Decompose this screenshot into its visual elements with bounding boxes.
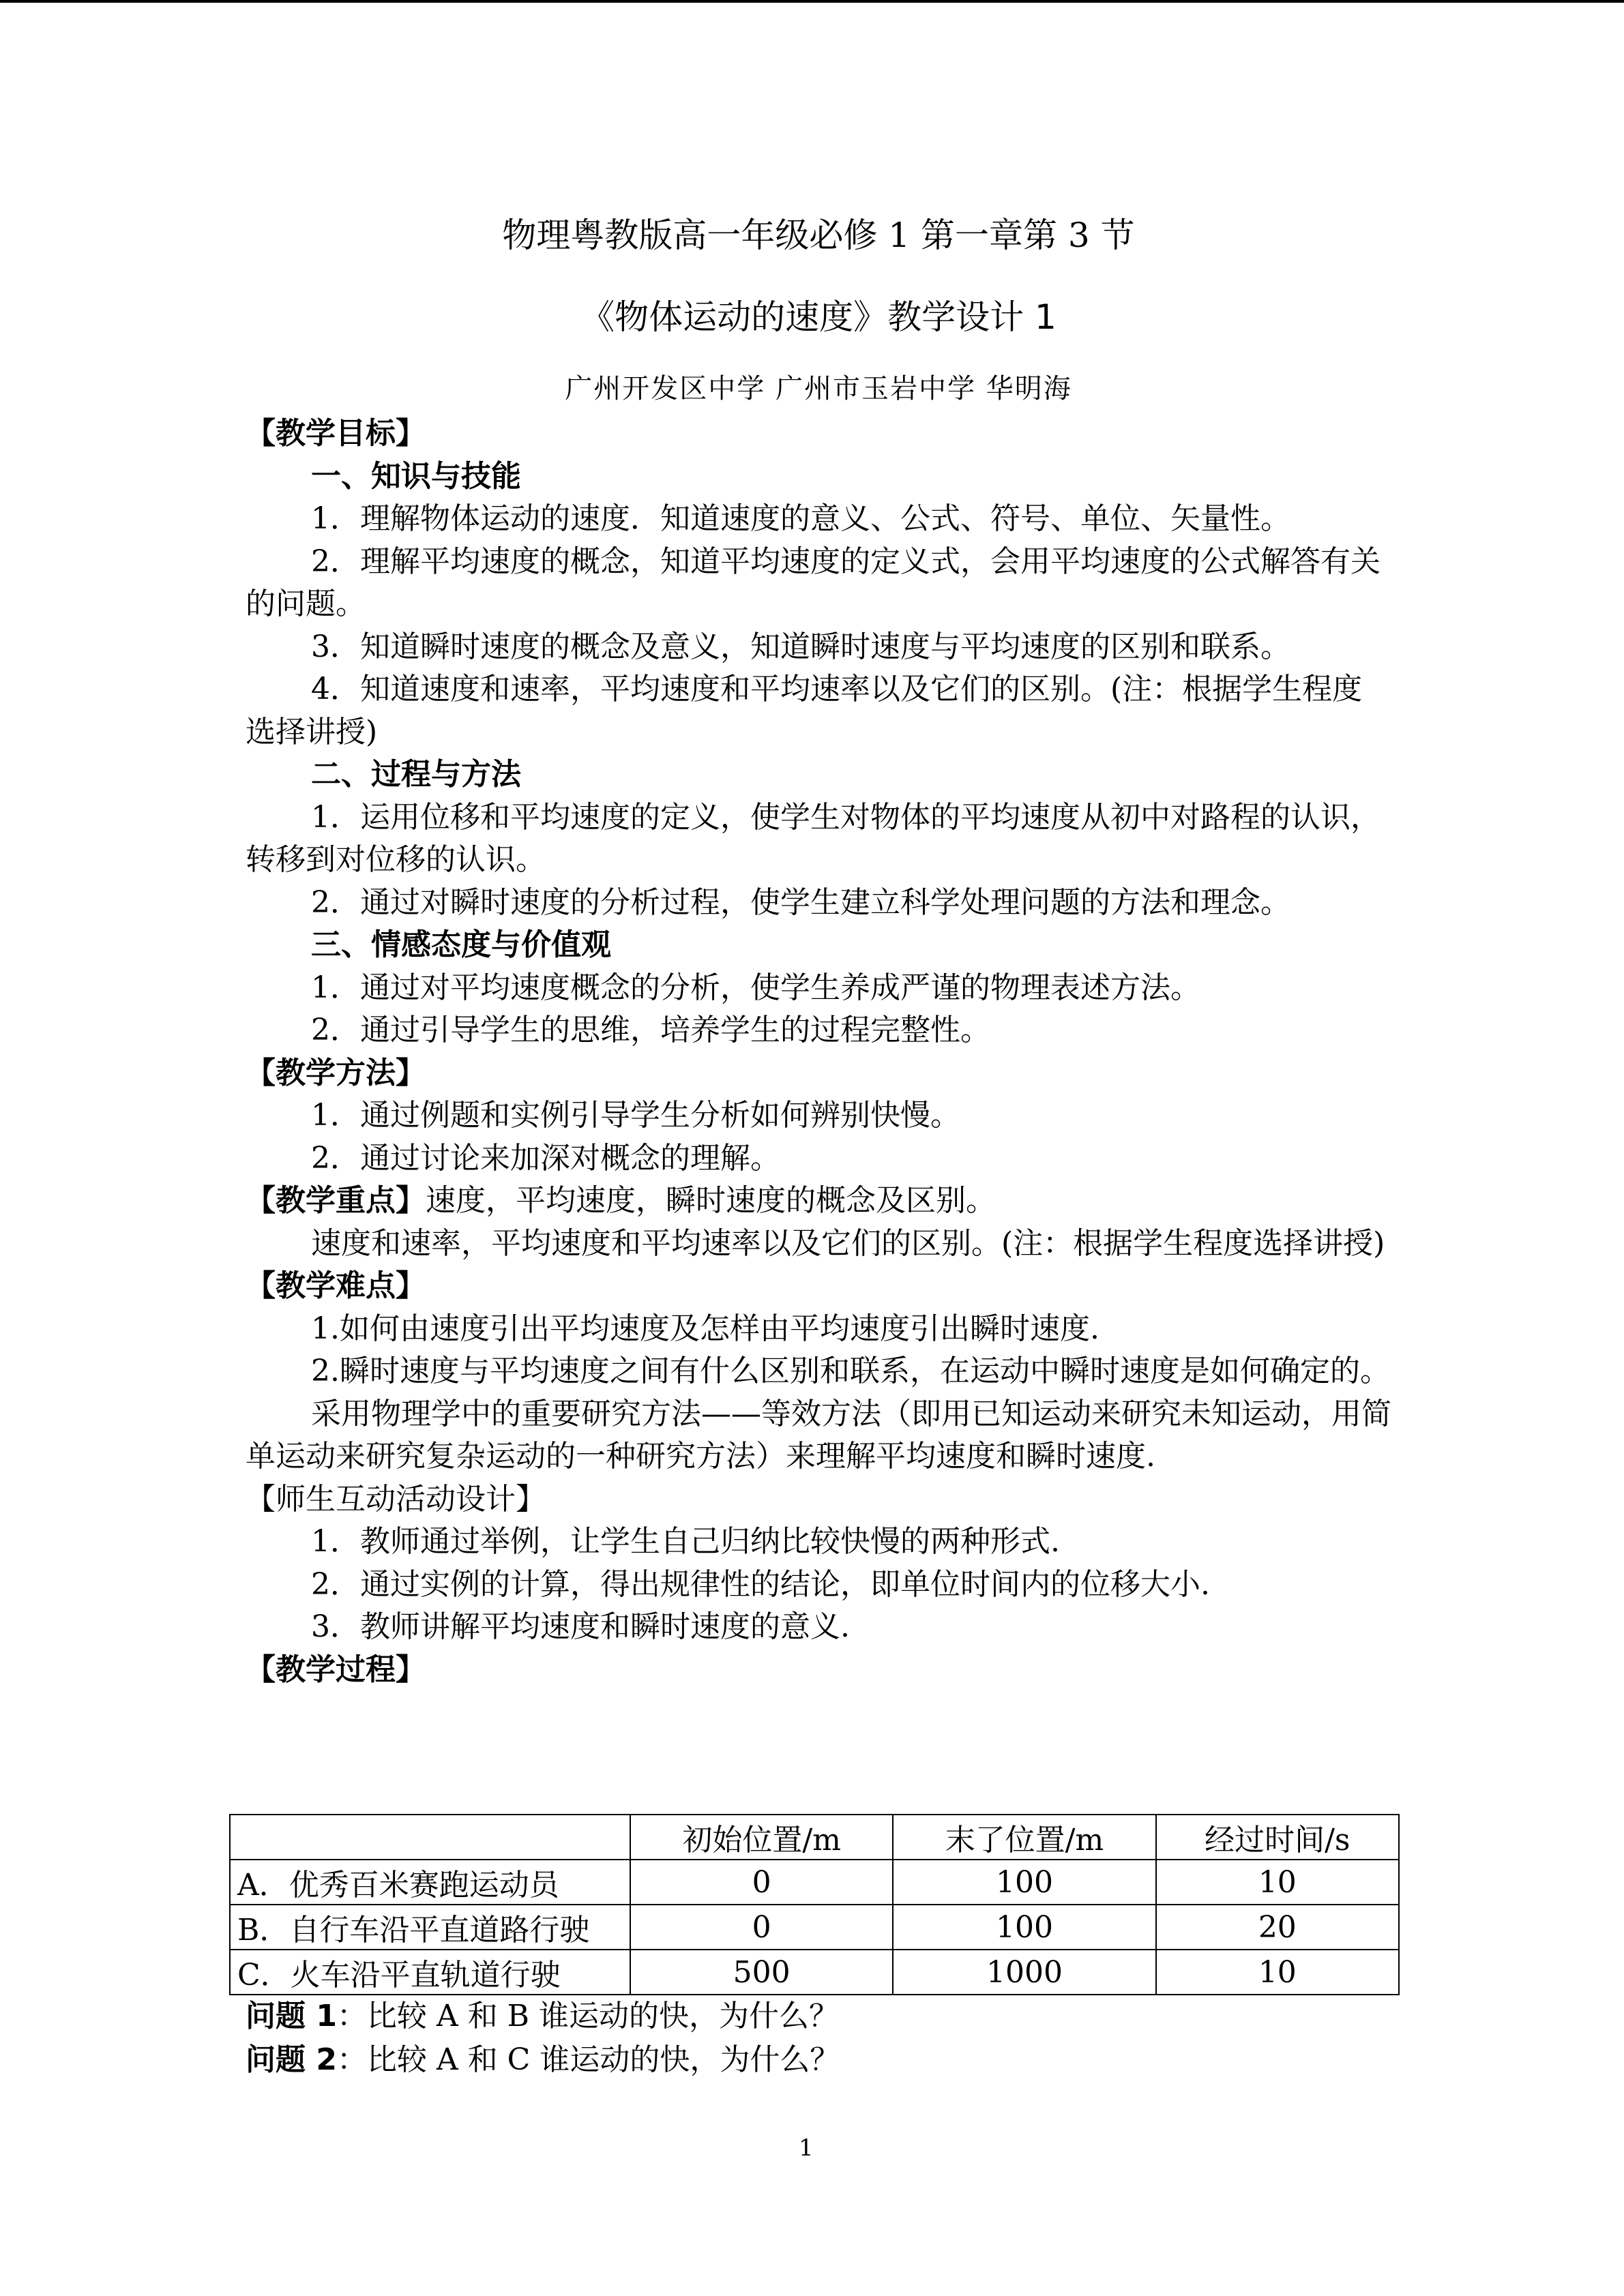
questions-block	[246, 1995, 1391, 2082]
objective-item: 1．运用位移和平均速度的定义，使学生对物体的平均速度从初中对路程的认识，转移到对位移的认识。	[246, 799, 1381, 877]
table-header-row	[230, 1815, 1399, 1860]
difficulty-item: 采用物理学中的重要研究方法——等效方法（即用已知运动来研究未知运动，用简单运动来研究复杂运动的一种研究方法）来理解平均速度和瞬时速度.	[246, 1396, 1391, 1474]
table-header-cell	[230, 1815, 630, 1860]
page-number: 1	[799, 2134, 814, 2162]
document-subtitle: 《物体运动的速度》教学设计 1	[580, 297, 1057, 337]
table-cell: 500	[630, 1950, 893, 1995]
section-heading-interaction: 【师生互动活动设计】	[246, 1481, 546, 1517]
question-text: ：比较 A 和 B 谁运动的快，为什么？	[336, 1999, 839, 2033]
objective-item: 4．知道速度和速率，平均速度和平均速率以及它们的区别。(注：根据学生程度选择讲授)	[246, 672, 1363, 749]
table-row	[230, 1950, 1399, 1995]
key-points-paragraph	[246, 1180, 1391, 1223]
interaction-item: 3．教师讲解平均速度和瞬时速度的意义.	[311, 1609, 850, 1644]
interaction-item: 1．教师通过举例，让学生自己归纳比较快慢的两种形式.	[311, 1524, 1060, 1559]
difficulty-item: 1.如何由速度引出平均速度及怎样由平均速度引出瞬时速度.	[311, 1311, 1099, 1346]
key-points-text: 速度，平均速度，瞬时速度的概念及区别。	[426, 1183, 996, 1218]
objective-item: 1．通过对平均速度概念的分析，使学生养成严谨的物理表述方法。	[311, 970, 1200, 1005]
section-heading-methods: 【教学方法】	[246, 1055, 426, 1090]
table-cell: B．自行车沿平直道路行驶	[230, 1905, 630, 1950]
objective-item: 2．理解平均速度的概念，知道平均速度的定义式，会用平均速度的公式解答有关的问题。	[246, 543, 1381, 621]
objective-item: 2．通过引导学生的思维，培养学生的过程完整性。	[311, 1013, 990, 1047]
document-body	[246, 413, 1391, 1691]
question-label: 问题 1	[246, 1999, 337, 2033]
table-cell: A．优秀百米赛跑运动员	[230, 1860, 630, 1905]
subheading-attitudes-values: 三、情感态度与价值观	[311, 927, 611, 962]
question-1	[246, 1995, 1391, 2038]
table-cell: 0	[630, 1905, 893, 1950]
question-label: 问题 2	[246, 2042, 337, 2077]
motion-data-table	[229, 1814, 1400, 1995]
top-border-line	[0, 0, 1624, 3]
key-points-text-2: 速度和速率，平均速度和平均速率以及它们的区别。(注：根据学生程度选择讲授)	[311, 1225, 1385, 1261]
method-item: 1．通过例题和实例引导学生分析如何辨别快慢。	[311, 1098, 960, 1133]
table-cell: C．火车沿平直轨道行驶	[230, 1950, 630, 1995]
document-title: 物理粤教版高一年级必修 1 第一章第 3 节	[502, 215, 1135, 255]
difficulty-item: 2.瞬时速度与平均速度之间有什么区别和联系，在运动中瞬时速度是如何确定的。	[311, 1354, 1390, 1388]
table-cell: 10	[1156, 1950, 1399, 1995]
table-cell: 1000	[893, 1950, 1155, 1995]
table-row	[230, 1860, 1399, 1905]
question-2	[246, 2038, 1391, 2082]
subheading-knowledge-skills: 一、知识与技能	[311, 458, 521, 494]
subheading-process-methods: 二、过程与方法	[311, 757, 521, 792]
section-heading-objectives: 【教学目标】	[246, 416, 426, 451]
method-item: 2．通过讨论来加深对概念的理解。	[311, 1140, 780, 1176]
section-heading-difficulties: 【教学难点】	[246, 1268, 426, 1303]
section-heading-key-points: 【教学重点】	[246, 1183, 426, 1218]
table-row	[230, 1905, 1399, 1950]
section-heading-process: 【教学过程】	[246, 1652, 426, 1687]
table-cell: 10	[1156, 1860, 1399, 1905]
question-text: ：比较 A 和 C 谁运动的快，为什么？	[336, 2042, 840, 2077]
table-header-cell: 末了位置/m	[893, 1815, 1155, 1860]
table-cell: 100	[893, 1860, 1155, 1905]
objective-item: 3．知道瞬时速度的概念及意义，知道瞬时速度与平均速度的区别和联系。	[311, 629, 1290, 664]
interaction-item: 2．通过实例的计算，得出规律性的结论，即单位时间内的位移大小.	[311, 1566, 1210, 1602]
author-line: 广州开发区中学 广州市玉岩中学 华明海	[565, 373, 1072, 404]
objective-item: 1．理解物体运动的速度．知道速度的意义、公式、符号、单位、矢量性。	[311, 501, 1290, 536]
table-header-cell: 经过时间/s	[1156, 1815, 1399, 1860]
table-header-cell: 初始位置/m	[630, 1815, 893, 1860]
table-cell: 100	[893, 1905, 1155, 1950]
objective-item: 2．通过对瞬时速度的分析过程，使学生建立科学处理问题的方法和理念。	[311, 884, 1290, 920]
table-cell: 20	[1156, 1905, 1399, 1950]
table-cell: 0	[630, 1860, 893, 1905]
